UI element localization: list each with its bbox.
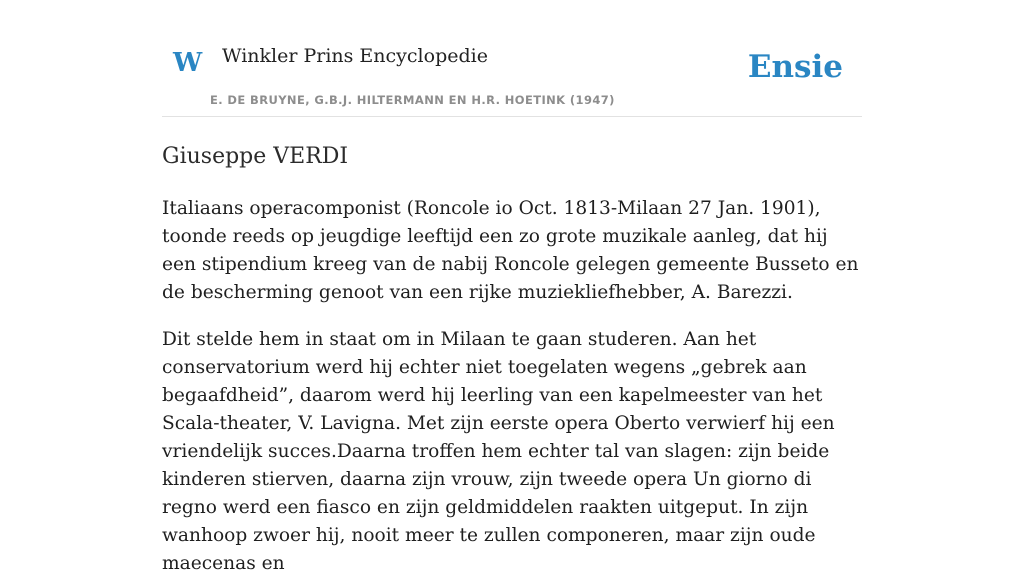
article-paragraph: Dit stelde hem in staat om in Milaan te gaan studeren. Aan het conservatorium werd hij echter niet toegelaten wegens „gebrek aan begaafdheid”, daarom werd hij leerling van een kapelmeester van het Scala-theater, V. Lavigna. Met zijn eerste opera Oberto verwierf hij een vriendelijk succes.Daarna troffen hem echter tal van slagen: zijn beide kinderen stierven, daarna zijn vrouw, zijn tweede opera Un giorno di regno werd een fiasco en zijn geldmiddelen raakten uitgeput. In zijn wanhoop zwoer hij, nooit meer te zullen componeren, maar zijn oude maecenas en (162, 329, 835, 574)
source-authors: E. DE BRUYNE, G.B.J. HILTERMANN EN H.R. HOETINK (1947) (210, 93, 615, 107)
ensie-logo-link[interactable]: Ensie (747, 49, 843, 85)
article-paragraph: Italiaans operacomponist (Roncole io Oct. 1813-Milaan 27 Jan. 1901), toonde reeds op jeugdige leeftijd een zo grote muzikale aanleg, dat hij een stipendium kreeg van de nabij Roncole gelegen gemeente Busseto en de bescherming genoot van een rijke muziekliefhebber, A. Barezzi. (162, 198, 859, 303)
winkler-prins-logo[interactable]: W (173, 48, 203, 78)
source-title[interactable]: Winkler Prins Encyclopedie (222, 45, 488, 67)
article-title: Giuseppe VERDI (162, 144, 349, 169)
page-container (162, 0, 862, 578)
source-header (162, 0, 862, 117)
article-body (162, 195, 862, 578)
